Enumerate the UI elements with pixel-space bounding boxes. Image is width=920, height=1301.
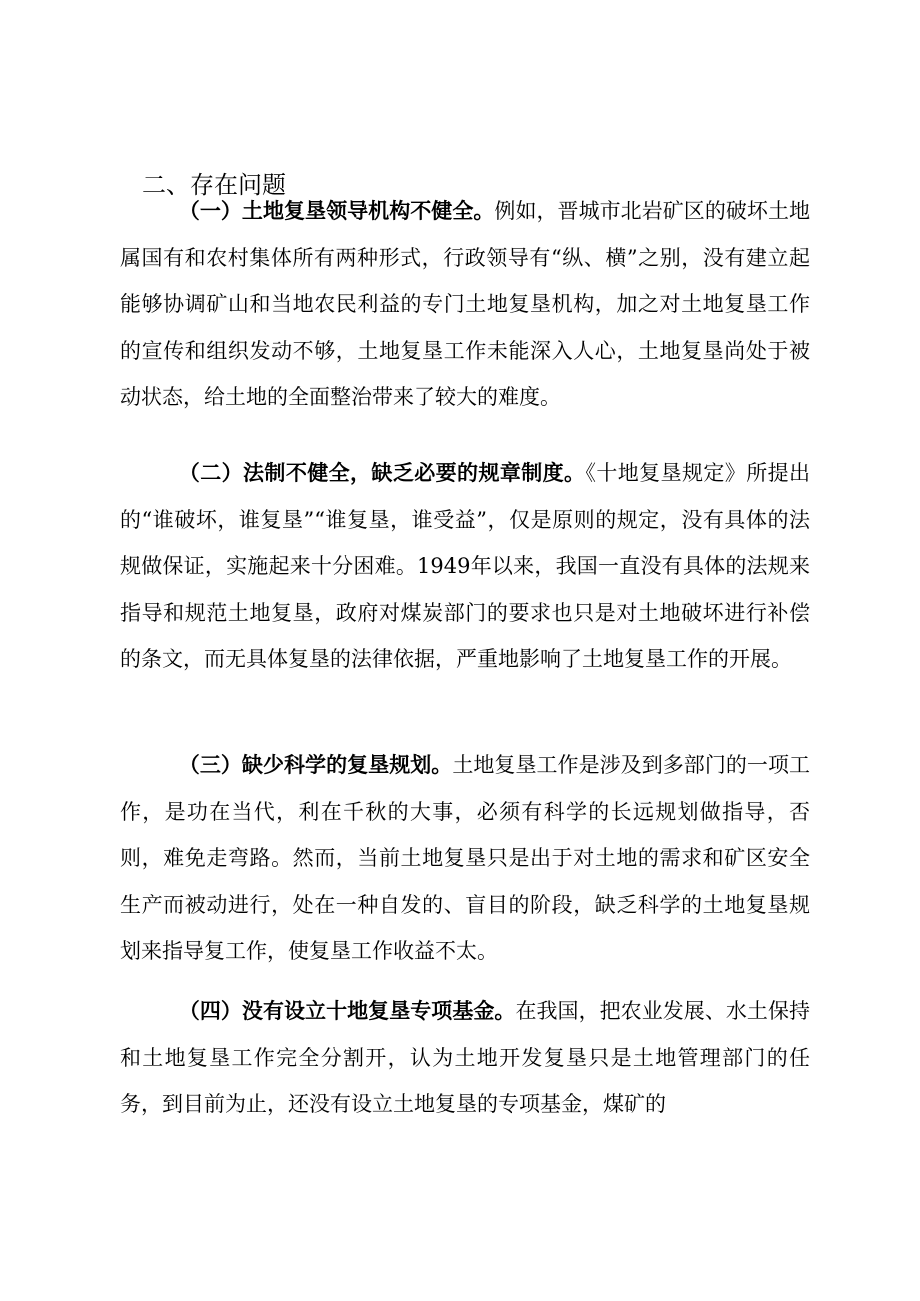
paragraph-2-body: 《十地复垦规定》所提出的“谁破坏，谁复垦”“谁复垦，谁受益”，仅是原则的规定，没有具体的法规做保证，实施起来十分困难。1949年以来，我国一直没有具体的法规来指导和规范土地复垦，政府对煤炭部门的要求也只是对土地破坏进行补偿的条文，而无具体复垦的法律依据，严重地影响了土地复垦工作的开展。 [120, 461, 811, 671]
paragraph-3-body: 土地复垦工作是涉及到多部门的一项工作，是功在当代，利在千秋的大事，必须有科学的长远规划做指导，否则，难免走弯路。然而，当前土地复垦只是出于对土地的需求和矿区安全生产而被动进行，处在一种自发的、盲目的阶段，缺乏科学的土地复垦规划来指导复工作，使复垦工作收益不太。 [120, 753, 811, 963]
paragraph-4 [120, 988, 810, 1128]
paragraph-4-body: 在我国，把农业发展、水土保持和土地复垦工作完全分割开，认为土地开发复垦只是土地管理部门的任务，到目前为止，还没有设立土地复垦的专项基金，煤矿的 [120, 999, 811, 1116]
paragraph-3 [120, 742, 810, 975]
paragraph-1 [120, 188, 810, 421]
paragraph-1-body: 例如，晋城市北岩矿区的破坏土地属国有和农村集体所有两种形式，行政领导有“纵、横”之别，没有建立起能够协调矿山和当地农民利益的专门土地复垦机构，加之对土地复垦工作的宣传和组织发动不够，土地复垦工作未能深入人心，土地复垦尚处于被动状态，给土地的全面整治带来了较大的难度。 [120, 199, 811, 409]
section-title: 二、存在问题 [142, 171, 286, 199]
paragraph-2 [120, 450, 810, 683]
paragraph-1-heading: （一）土地复垦领导机构不健全。 [178, 198, 495, 223]
paragraph-4-heading: （四）没有设立十地复垦专项基金。 [178, 998, 516, 1023]
paragraph-3-heading: （三）缺少科学的复垦规划。 [178, 752, 453, 777]
paragraph-2-heading: （二）法制不健全，缺乏必要的规章制度。 [178, 460, 586, 485]
